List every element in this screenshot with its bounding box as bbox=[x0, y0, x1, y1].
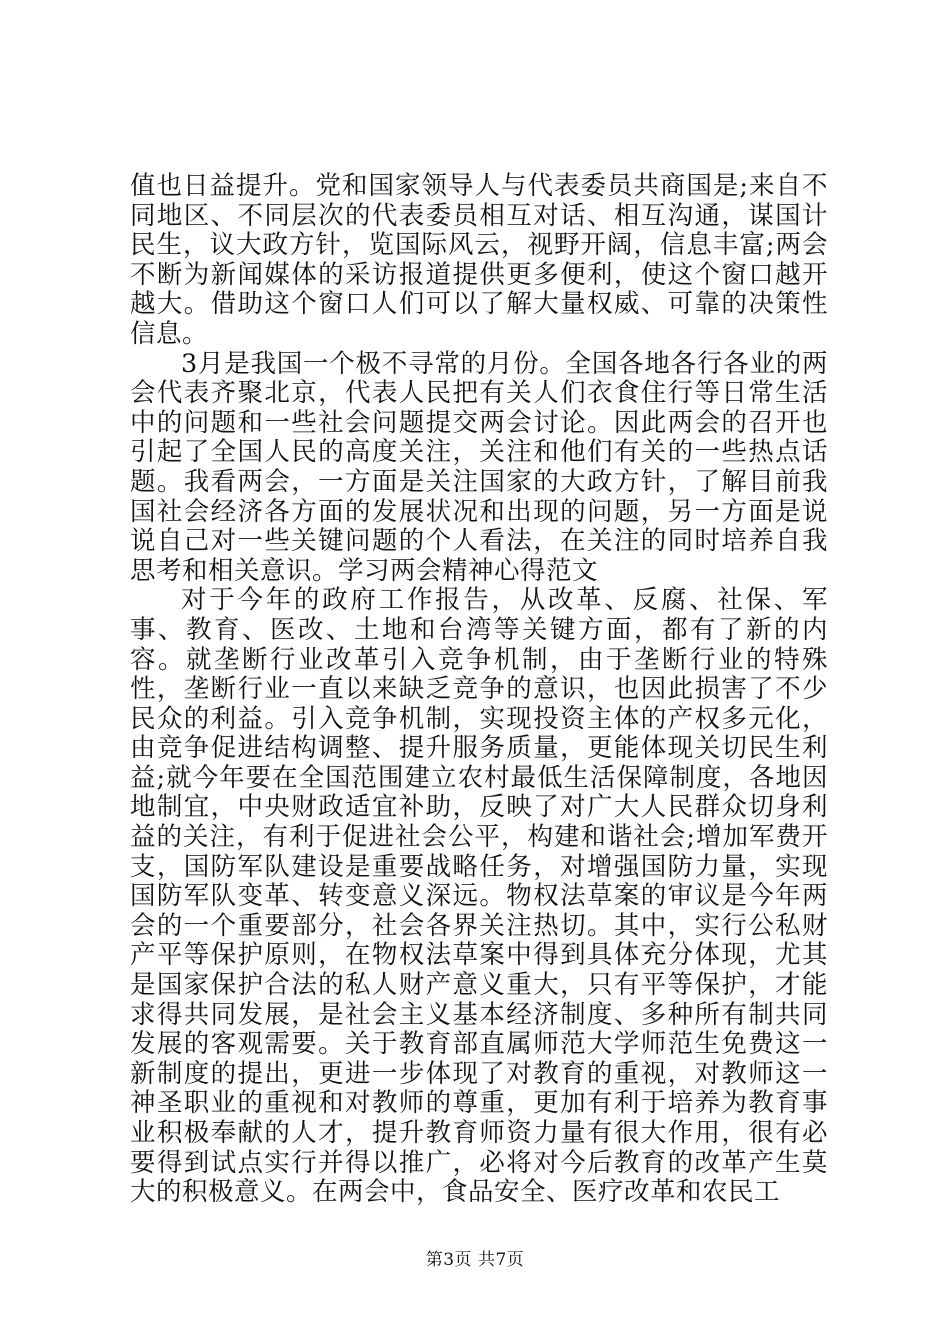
page-number-footer: 第3页 共7页 bbox=[425, 1250, 525, 1270]
paragraph-march-sessions: 3月是我国一个极不寻常的月份。全国各地各行各业的两会代表齐聚北京，代表人民把有关人们衣食住行等日常生活中的问题和一些社会问题提交两会讨论。因此两会的召开也引起了全国人民的高度关注，关注和他们有关的一些热点话题。我看两会，一方面是关注国家的大政方针，了解目前我国社会经济各方面的发展状况和出现的问题，另一方面是说说自己对一些关键问题的个人看法，在关注的同时培养自我思考和相关意识。学习两会精神心得范文 bbox=[130, 348, 828, 586]
paragraph-continued: 值也日益提升。党和国家领导人与代表委员共商国是;来自不同地区、不同层次的代表委员相互对话、相互沟通，谋国计民生，议大政方针，览国际风云，视野开阔，信息丰富;两会不断为新闻媒体的采访报道提供更多便利，使这个窗口越开越大。借助这个窗口人们可以了解大量权威、可靠的决策性信息。 bbox=[130, 171, 828, 349]
document-body bbox=[130, 172, 828, 1208]
paragraph-government-report: 对于今年的政府工作报告，从改革、反腐、社保、军事、教育、医改、土地和台湾等关键方面，都有了新的内容。就垄断行业改革引入竞争机制，由于垄断行业的特殊性，垄断行业一直以来缺乏竞争的意识，也因此损害了不少民众的利益。引入竞争机制，实现投资主体的产权多元化，由竞争促进结构调整、提升服务质量，更能体现关切民生利益;就今年要在全国范围建立农村最低生活保障制度，各地因地制宜，中央财政适宜补助，反映了对广大人民群众切身利益的关注，有利于促进社会公平，构建和谐社会;增加军费开支，国防军队建设是重要战略任务，对增强国防力量，实现国防军队变革、转变意义深远。物权法草案的审议是今年两会的一个重要部分，社会各界关注热切。其中，实行公私财产平等保护原则，在物权法草案中得到具体充分体现，尤其是国家保护合法的私人财产意义重大，只有平等保护，才能求得共同发展，是社会主义基本经济制度、多种所有制共同发展的客观需要。关于教育部直属师范大学师范生免费这一新制度的提出，更进一步体现了对教育的重视，对教师这一神圣职业的重视和对教师的尊重，更加有利于培养为教育事业积极奉献的人才，提升教育师资力量有很大作用，很有必要得到试点实行并得以推广，必将对今后教育的改革产生莫大的积极意义。在两会中，食品安全、医疗改革和农民工 bbox=[130, 585, 828, 1208]
